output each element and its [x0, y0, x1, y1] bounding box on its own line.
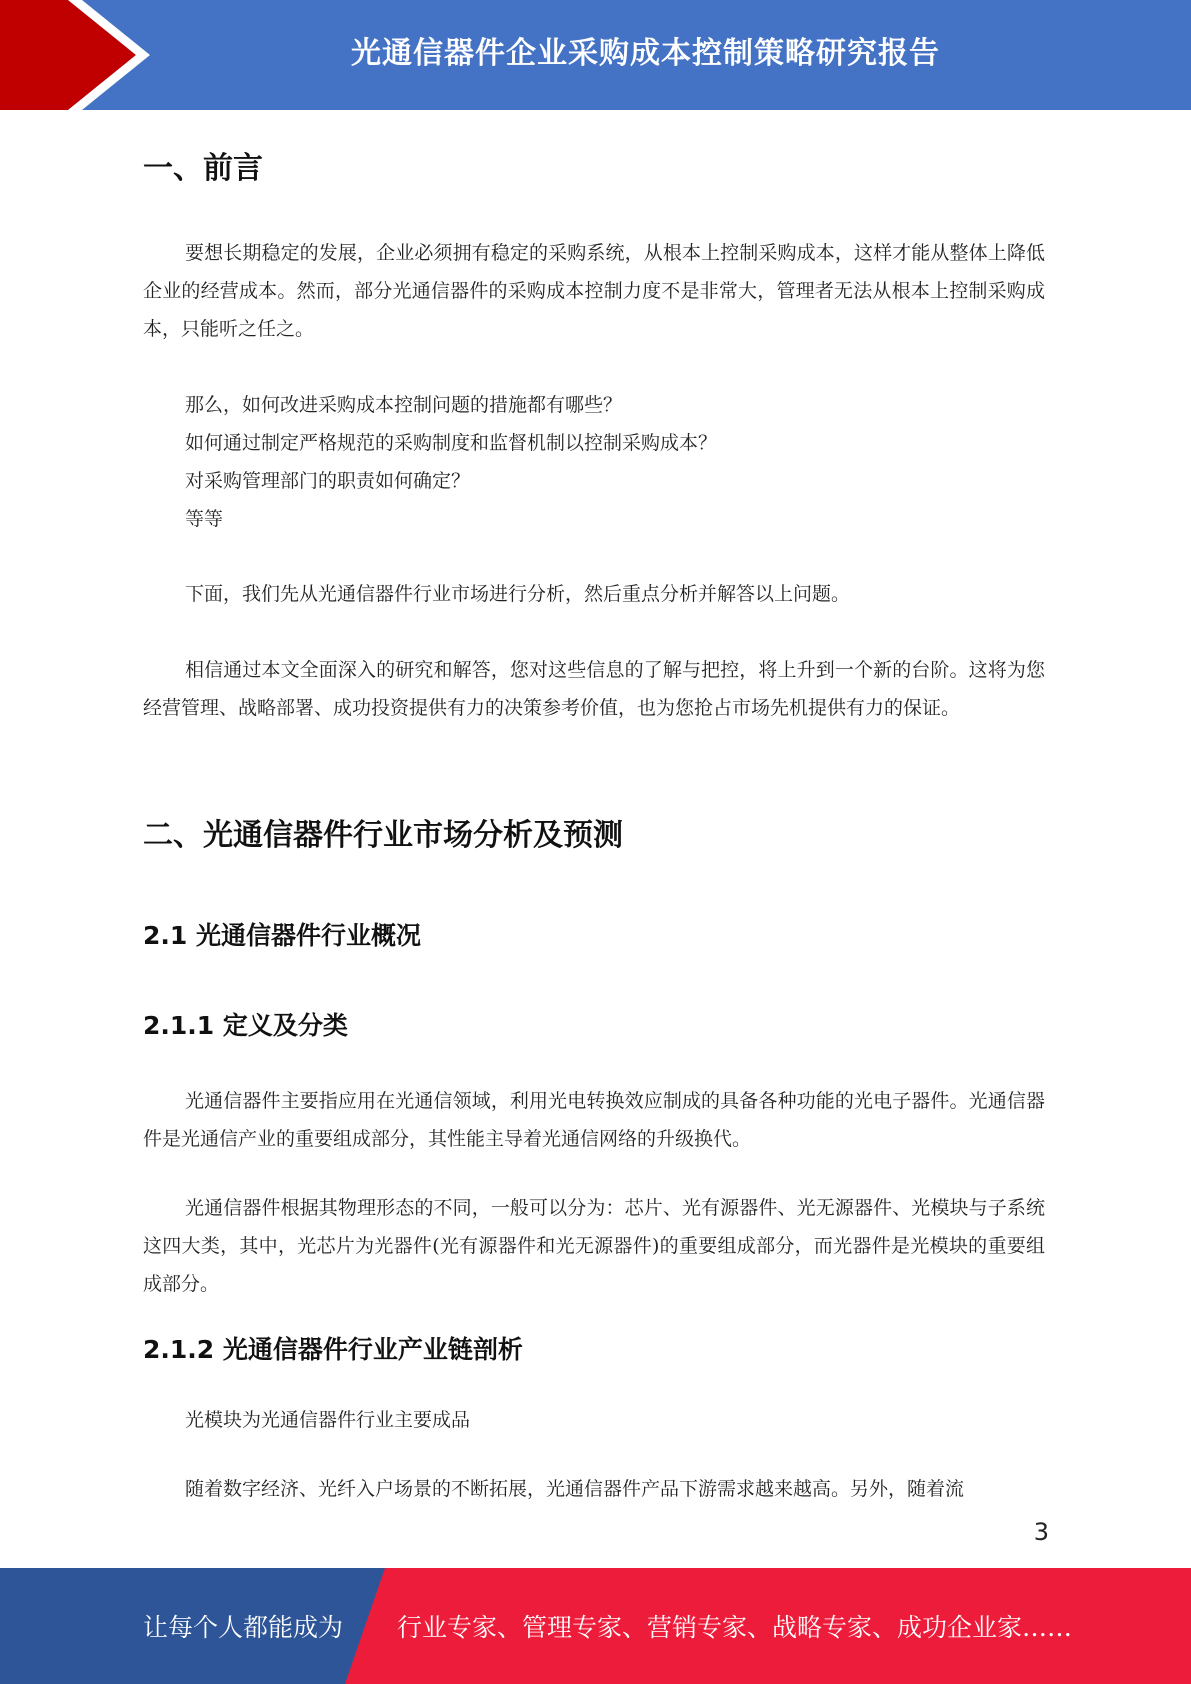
section-1-paragraph-2: 下面，我们先从光通信器件行业市场进行分析，然后重点分析并解答以上问题。: [185, 583, 851, 605]
footer-slogan-left: 让每个人都能成为: [143, 1613, 344, 1642]
question-1: 那么，如何改进采购成本控制问题的措施都有哪些？: [185, 394, 623, 416]
footer-banner: [0, 1568, 1191, 1684]
question-2: 如何通过制定严格规范的采购制度和监督机制以控制采购成本？: [185, 432, 718, 454]
header-banner: [0, 0, 1191, 110]
section-2-1-2-paragraph-2: 随着数字经济、光纤入户场景的不断拓展，光通信器件产品下游需求越来越高。另外，随着流: [185, 1478, 965, 1500]
chevron-arrow-icon: [0, 0, 160, 110]
question-3: 对采购管理部门的职责如何确定？: [185, 470, 471, 492]
report-title: 光通信器件企业采购成本控制策略研究报告: [351, 36, 940, 71]
section-2-1-2-paragraph-1: 光模块为光通信器件行业主要成品: [185, 1409, 471, 1431]
page-number: 3: [1033, 1518, 1049, 1546]
section-2-heading: 二、光通信器件行业市场分析及预测: [143, 818, 623, 853]
footer-slogan-right: 行业专家、管理专家、营销专家、战略专家、成功企业家……: [397, 1613, 1073, 1642]
section-1-heading: 一、前言: [143, 151, 263, 186]
section-1-paragraph-3: 相信通过本文全面深入的研究和解答，您对这些信息的了解与把控，将上升到一个新的台阶。这将为您经营管理、战略部署、成功投资提供有力的决策参考价值，也为您抢占市场先机提供有力的保证。: [143, 659, 1045, 719]
section-2-1-1-paragraph-1: 光通信器件主要指应用在光通信领域，利用光电转换效应制成的具备各种功能的光电子器件。光通信器件是光通信产业的重要组成部分，其性能主导着光通信网络的升级换代。: [143, 1090, 1045, 1150]
section-1-paragraph-1: 要想长期稳定的发展，企业必须拥有稳定的采购系统，从根本上控制采购成本，这样才能从整体上降低企业的经营成本。然而，部分光通信器件的采购成本控制力度不是非常大，管理者无法从根本上控制采购成本，只能听之任之。: [143, 242, 1045, 340]
section-2-1-1-paragraph-2: 光通信器件根据其物理形态的不同，一般可以分为：芯片、光有源器件、光无源器件、光模块与子系统这四大类，其中，光芯片为光器件(光有源器件和光无源器件)的重要组成部分，而光器件是光模块的重要组成部分。: [143, 1197, 1045, 1295]
question-4: 等等: [185, 508, 224, 530]
section-2-1-heading: 2.1 光通信器件行业概况: [143, 921, 421, 950]
section-2-1-2-heading: 2.1.2 光通信器件行业产业链剖析: [143, 1335, 523, 1364]
section-2-1-1-heading: 2.1.1 定义及分类: [143, 1011, 348, 1040]
